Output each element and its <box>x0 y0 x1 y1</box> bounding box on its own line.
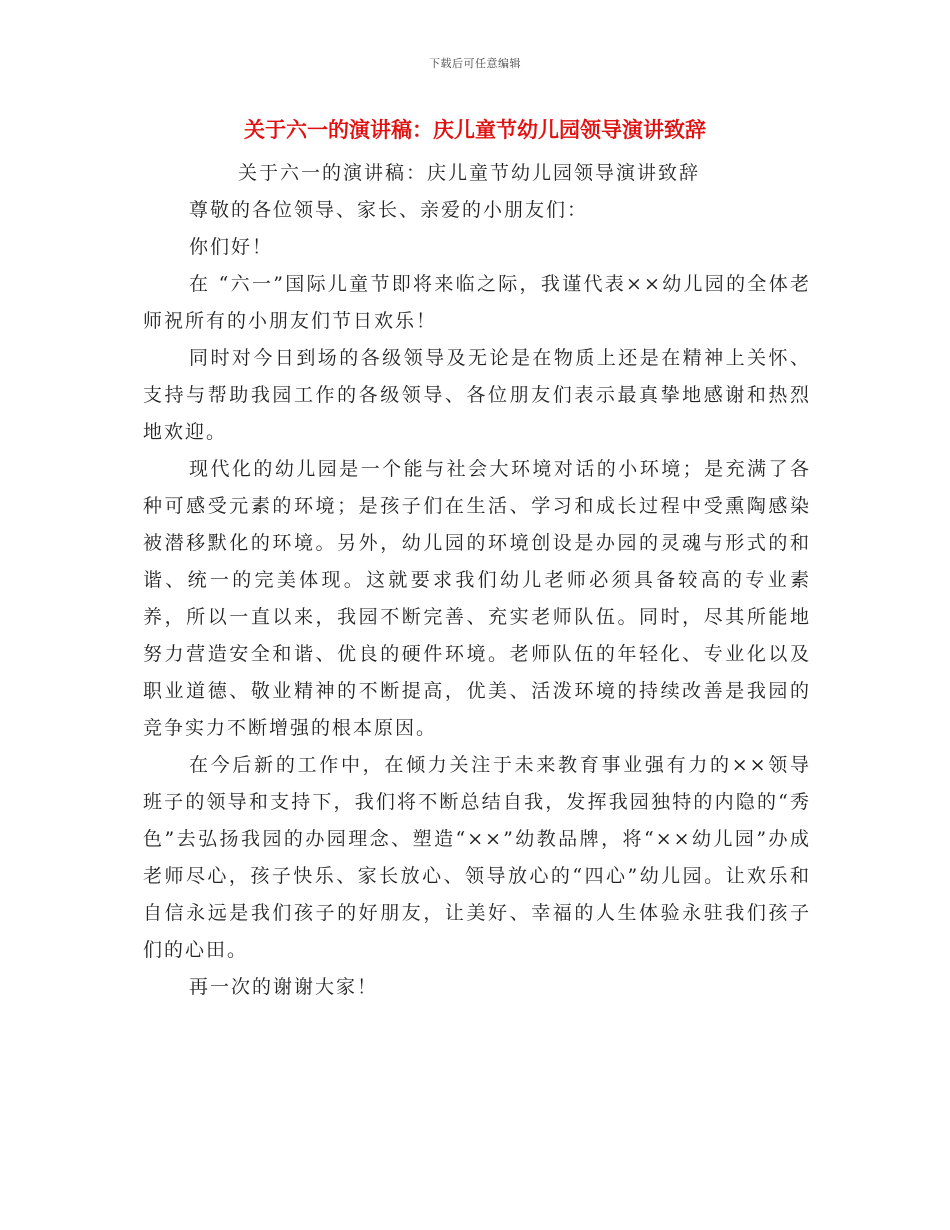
closing: 再一次的谢谢大家！ <box>189 976 379 998</box>
paragraph: 在 “六一”国际儿童节即将来临之际，我谨代表××幼儿园的全体老师祝所有的小朋友们节日欢乐！ <box>143 273 811 332</box>
paragraph: 现代化的幼儿园是一个能与社会大环境对话的小环境；是充满了各种可感受元素的环境；是孩子们在生活、学习和成长过程中受熏陶感染被潜移默化的环境。另外，幼儿园的环境创设是办园的灵魂与形式的和谐、统一的完美体现。这就要求我们幼儿老师必须具备较高的专业素养，所以一直以来，我园不断完善、充实老师队伍。同时，尽其所能地努力营造安全和谐、优良的硬件环境。老师队伍的年轻化、专业化以及职业道德、敬业精神的不断提高，优美、活泼环境的持续改善是我园的竞争实力不断增强的根本原因。 <box>143 458 811 739</box>
header-note: 下载后可任意编辑 <box>429 57 521 70</box>
paragraph: 同时对今日到场的各级领导及无论是在物质上还是在精神上关怀、支持与帮助我园工作的各级领导、各位朋友们表示最真挚地感谢和热烈地欢迎。 <box>143 347 811 443</box>
salutation: 尊敬的各位领导、家长、亲爱的小朋友们： <box>189 199 589 221</box>
document-title: 关于六一的演讲稿：庆儿童节幼儿园领导演讲致辞 <box>244 118 706 142</box>
document-subtitle: 关于六一的演讲稿：庆儿童节幼儿园领导演讲致辞 <box>238 162 701 184</box>
document-body <box>143 155 811 1006</box>
greeting: 你们好！ <box>189 236 274 258</box>
paragraph: 在今后新的工作中，在倾力关注于未来教育事业强有力的××领导班子的领导和支持下，我们将不断总结自我，发挥我园独特的内隐的“秀色”去弘扬我园的办园理念、塑造“××”幼教品牌，将“××幼儿园”办成老师尽心，孩子快乐、家长放心、领导放心的“四心”幼儿园。让欢乐和自信永远是我们孩子的好朋友，让美好、幸福的人生体验永驻我们孩子们的心田。 <box>143 754 811 961</box>
